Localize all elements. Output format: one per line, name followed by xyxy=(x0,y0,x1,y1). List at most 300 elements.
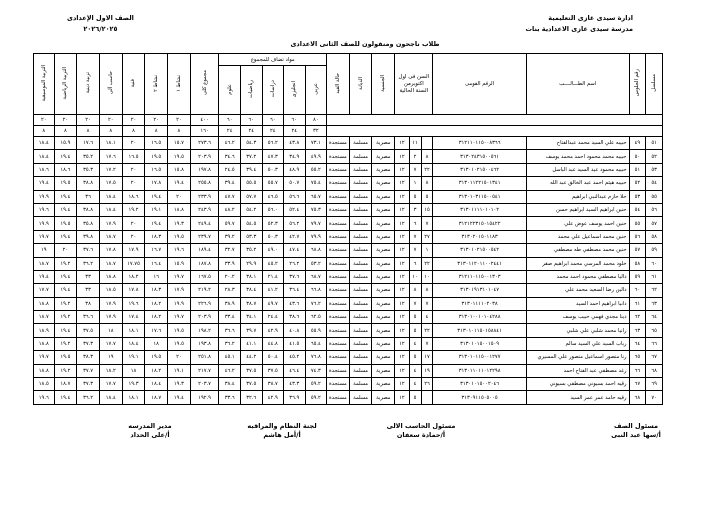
cell-religion: مسلمة xyxy=(349,270,372,283)
cell-status: مستجدة xyxy=(327,244,350,257)
cell-activity1: ١٩.٥ xyxy=(168,230,191,243)
min-cell: ٨ xyxy=(34,126,55,137)
class-officer-title: مسئول الصف xyxy=(613,422,659,430)
cell-total: ٢١٧.٧ xyxy=(190,364,219,377)
cell-religion: مسلمة xyxy=(349,324,372,337)
director-title: مدير المدرسه xyxy=(128,422,172,430)
cell-english: ٣٧.٦ xyxy=(284,270,306,283)
cell-computer: ١٧.٧ xyxy=(99,378,122,391)
cell-computer: ١٨.٥ xyxy=(99,284,122,297)
cell-seat: ٥٢ xyxy=(629,177,646,190)
cell-music: ١٨.٧ xyxy=(34,257,55,270)
cell-national-id: ٣١٢١١٠١١٥٠٠١٣٠٣ xyxy=(433,270,526,283)
cell-name: حلا حازم عبدالنبي ابراهيم xyxy=(526,190,629,203)
cell-activity1: ١٩.٩ xyxy=(168,297,191,310)
cell-science: ٤٧.٧ xyxy=(219,190,241,203)
cell-social: ٥٦.٢ xyxy=(262,137,284,150)
cell-age-d: ١٢ xyxy=(395,284,409,297)
cell-activity1: ١٩.٧ xyxy=(168,270,191,283)
cell-arabic: ٥٣.٢ xyxy=(305,257,327,270)
cell-english: ٤٨.٩ xyxy=(284,163,306,176)
table-row xyxy=(34,217,663,230)
cell-serial: ٥٣ xyxy=(646,163,663,176)
cell-age-y: ٨ xyxy=(421,150,433,163)
cell-status: مستجدة xyxy=(327,150,350,163)
cell-religion: مسلمة xyxy=(349,177,372,190)
cell-arabic: ٦٥.٤ xyxy=(305,337,327,350)
cell-music: ١٨.٨ xyxy=(34,297,55,310)
cell-seat: ٥٩ xyxy=(629,270,646,283)
cell-nationality: مصرية xyxy=(372,137,395,150)
table-row xyxy=(34,364,663,377)
cell-math: ٣٨.١ xyxy=(241,270,263,283)
cell-name: حبيبه محمد محمود احمد محمد يوسف xyxy=(526,150,629,163)
cell-seat: ٥٨ xyxy=(629,257,646,270)
cell-art: ١٦.٥ xyxy=(122,150,145,163)
cell-religion-ed: ٣٨.٨ xyxy=(77,177,100,190)
cell-sports: ١٩.٢ xyxy=(54,257,77,270)
col-music: التربية الموسيقية xyxy=(34,54,55,115)
cell-religion: مسلمة xyxy=(349,364,372,377)
cell-music: ١٩.٩ xyxy=(34,190,55,203)
cell-total: ١٦٧.٥ xyxy=(190,270,219,283)
cell-computer: ١٧.٩ xyxy=(99,217,122,230)
cell-national-id: ٣١٣٠١٠٣١١٥٠٠٥٤١ xyxy=(433,190,526,203)
cell-activity2: ١٨ xyxy=(145,337,168,350)
cell-social: ٤١.٢ xyxy=(262,284,284,297)
max-marks-rows xyxy=(34,115,663,137)
cell-status: مستجدة xyxy=(327,297,350,310)
min-cell: ٢٤ xyxy=(241,126,263,137)
min-cell: ٨ xyxy=(99,126,122,137)
cell-age-y: ٧ xyxy=(421,297,433,310)
cell-music: ١٩.٦ xyxy=(34,203,55,216)
cell-english: ٥٦.٦ xyxy=(284,190,306,203)
cell-serial: ٦١ xyxy=(646,270,663,283)
cell-total: ٢٧٣.٦ xyxy=(190,137,219,150)
cell-nationality: مصرية xyxy=(372,230,395,243)
cell-national-id: ٣١٣٠١١١١٠٢٠٣٨ xyxy=(433,297,526,310)
cell-religion-ed: ٣٩.٨ xyxy=(77,230,100,243)
cell-music: ١٩.٤ xyxy=(34,270,55,283)
table-row xyxy=(34,297,663,310)
cell-science: ٢٠.٢ xyxy=(219,270,241,283)
cell-arabic: ٧٦.٨ xyxy=(305,351,327,364)
cell-religion-ed: ٣٧.٧ xyxy=(77,364,100,377)
cell-math: ٤٤.٢ xyxy=(241,351,263,364)
max-cell: ٢٠ xyxy=(77,115,100,126)
cell-music: ١٩.٦ xyxy=(34,391,55,404)
col-name: اسم الطـــالــــب xyxy=(526,54,629,115)
cell-activity2: ١٦ xyxy=(145,270,168,283)
cell-art: ١٧.٨ xyxy=(122,284,145,297)
cell-computer: ١٩ xyxy=(99,351,122,364)
max-cell: ٦٠ xyxy=(241,115,263,126)
col-religion: الديانة xyxy=(349,54,372,115)
cell-status: مستجدة xyxy=(327,257,350,270)
col-computer: حاسب آلى xyxy=(99,54,122,115)
cell-total: ٢٤٩.٤ xyxy=(190,217,219,230)
cell-math: ٥٤.٢ xyxy=(241,203,263,216)
cell-math: ٥٤.٥ xyxy=(241,217,263,230)
footer-computer-officer xyxy=(366,422,476,440)
cell-activity2: ١٨.٢ xyxy=(145,364,168,377)
table-row xyxy=(34,270,663,283)
class-officer-name: أ/سها عبد النبى xyxy=(611,431,661,439)
cell-activity1: ١٩.٤ xyxy=(168,391,191,404)
cell-name: رانيا محمد شلبي علي شلبي xyxy=(526,324,629,337)
cell-serial: ٦٦ xyxy=(646,337,663,350)
cell-national-id: ٣١٣٠١٠٢١٥٠٠٤٦٢ xyxy=(433,163,526,176)
computer-officer-name: أ/حمادة سعفان xyxy=(396,431,446,439)
cell-science: ٤٨.٢ xyxy=(219,203,241,216)
cell-serial: ٥٤ xyxy=(646,177,663,190)
cell-age-m: ١ xyxy=(409,177,421,190)
cell-total: ٢١٩.٢ xyxy=(190,284,219,297)
col-english: انجليزى xyxy=(284,66,306,115)
cell-arabic: ٦٢.٥ xyxy=(305,311,327,324)
cell-national-id: ٣١٢١١٠١١٥٠٠٨٣٦٦ xyxy=(433,137,526,150)
cell-activity1: ١٩.٥ xyxy=(168,337,191,350)
cell-religion: مسلمة xyxy=(349,351,372,364)
cell-nationality: مصرية xyxy=(372,163,395,176)
cell-english: ٤٧.٤ xyxy=(284,244,306,257)
cell-sports: ١٥.٩ xyxy=(54,137,77,150)
table-row xyxy=(34,230,663,243)
cell-art: ١٧.٤ xyxy=(122,311,145,324)
cell-age-m: ٨ xyxy=(409,284,421,297)
cell-age-m: ٦ xyxy=(409,217,421,230)
cell-science: ٣٨.٩ xyxy=(219,297,241,310)
cell-math: ٣٩.٧ xyxy=(241,324,263,337)
cell-religion: مسلمة xyxy=(349,378,372,391)
cell-name: رنا منصور اسماعيل منصور علي المسيري xyxy=(526,351,629,364)
cell-science: ٤٥.١ xyxy=(219,351,241,364)
cell-age-d: ١٢ xyxy=(395,257,409,270)
cell-status: مستجدة xyxy=(327,364,350,377)
cell-age-m: ٣ xyxy=(409,203,421,216)
cell-computer: ١٨.٤ xyxy=(99,203,122,216)
cell-total: ٢٥١.٨ xyxy=(190,351,219,364)
table-row xyxy=(34,391,663,404)
cell-national-id: ٣١٣٠١٠٠١٠١٠٤٢٨٨ xyxy=(433,311,526,324)
cell-age-d: ١٢ xyxy=(395,150,409,163)
cell-name: حنين محمد مصطفي طه مصطفي xyxy=(526,244,629,257)
max-cell: ٢٠ xyxy=(34,115,55,126)
cell-math: ٥٧.٧ xyxy=(241,190,263,203)
cell-age-d: ١٢ xyxy=(395,244,409,257)
cell-serial: ٥٧ xyxy=(646,217,663,230)
cell-national-id: ٣١٣٠١٠١١٥٠١٥٨٨٤١ xyxy=(433,324,526,337)
cell-national-id: ٣١٣٠١١١١٠١٠١٠٢ xyxy=(433,203,526,216)
cell-age-d: ١٢ xyxy=(395,311,409,324)
cell-arabic: ٧٥.٣ xyxy=(305,203,327,216)
cell-activity2: ١٨.٧ xyxy=(145,391,168,404)
table-row xyxy=(34,324,663,337)
cell-english: ٥٦.٢ xyxy=(284,217,306,230)
cell-math: ٤١.١ xyxy=(241,337,263,350)
cell-total: ١٨٩.٤ xyxy=(190,244,219,257)
cell-total: ٢٢٦.٩ xyxy=(190,297,219,310)
cell-english: ٣٤.٩ xyxy=(284,150,306,163)
cell-english: ٥٠.٧ xyxy=(284,177,306,190)
cell-social: ٥٦.٠ xyxy=(262,203,284,216)
cell-music: ١٩.٩ xyxy=(34,217,55,230)
cell-status: مستجدة xyxy=(327,351,350,364)
cell-computer: ١٧.٩ xyxy=(99,297,122,310)
school-year: ٢٠٢٦/٢٠٢٥ xyxy=(83,25,118,33)
cell-age-y: ١٥ xyxy=(421,203,433,216)
cell-age-m: ٧ xyxy=(409,244,421,257)
cell-art: ١٩.٣ xyxy=(122,378,145,391)
cell-seat: ٦٣ xyxy=(629,324,646,337)
cell-english: ٤٥.٢ xyxy=(284,351,306,364)
cell-social: ٤٢.٩ xyxy=(262,324,284,337)
cell-religion-ed: ٣٧.٥ xyxy=(77,324,100,337)
cell-music: ١٧.٧ xyxy=(34,284,55,297)
col-social: دراسات xyxy=(262,66,284,115)
sheet-subtitle: طلاب ناجحون ومنقولون للصف الثانى الاعدادى xyxy=(290,40,440,48)
cell-art: ١٩.٦ xyxy=(122,297,145,310)
cell-national-id: ٣١٣٠١٠٢١٥٠٠٥٤٢ xyxy=(433,244,526,257)
cell-arabic: ٧٥.٤ xyxy=(305,177,327,190)
cell-national-id: ٣١٣٠١٩١٣١٠١٠٤٧ xyxy=(433,284,526,297)
cell-art: ٢٠ xyxy=(122,163,145,176)
col-science: علوم xyxy=(219,66,241,115)
cell-science: ٣٣.٦ xyxy=(219,391,241,404)
cell-arabic: ٦٨.٧ xyxy=(305,270,327,283)
cell-total: ٢٣٩.٧ xyxy=(190,230,219,243)
cell-math: ٣٥.٢ xyxy=(241,244,263,257)
cell-art: ١٩.٢ xyxy=(122,203,145,216)
cell-english: ٤٣.٦ xyxy=(284,297,306,310)
cell-arabic: ٥٥.٢ xyxy=(305,163,327,176)
cell-name: دينا مجدي فهمي حبيب يوسف xyxy=(526,311,629,324)
cell-total: ١٨٧.٨ xyxy=(190,257,219,270)
cell-activity2: ١٨.٤ xyxy=(145,378,168,391)
cell-nationality: مصرية xyxy=(372,177,395,190)
cell-total: ٢٥٥.٨ xyxy=(190,177,219,190)
cell-age-d: ١٢ xyxy=(395,364,409,377)
table-row xyxy=(34,378,663,391)
cell-science: ٣٤.٦ xyxy=(219,150,241,163)
cell-national-id: ٣١٣٠١٠١٥٠٠١٥٠٩ xyxy=(433,337,526,350)
cell-music: ١٨.٩ xyxy=(34,324,55,337)
cell-social: ٤٥.٢ xyxy=(262,257,284,270)
cell-serial: ٦٣ xyxy=(646,297,663,310)
cell-national-id: ٣١٣٠١١٢٢١٥٠١٣٤١ xyxy=(433,177,526,190)
table-row xyxy=(34,203,663,216)
cell-status: مستجدة xyxy=(327,270,350,283)
cell-age-d: ١٢ xyxy=(395,203,409,216)
cell-serial: ٦٠ xyxy=(646,257,663,270)
cell-math: ٣٤.١ xyxy=(241,311,263,324)
cell-age-y: ٨ xyxy=(421,284,433,297)
cell-age-m: ٧ xyxy=(409,163,421,176)
cell-name: حبيبه علي السيد محمد عبدالفتاح xyxy=(526,137,629,150)
cell-music: ١٩ xyxy=(34,244,55,257)
cell-status: مستجدة xyxy=(327,378,350,391)
cell-activity1: ١٩.٧ xyxy=(168,311,191,324)
cell-name: رغد مصطفي عبد الفتاح احمد xyxy=(526,364,629,377)
cell-religion-ed: ٣٨.٨ xyxy=(77,203,100,216)
computer-officer-title: مسئول الحاسب الالى xyxy=(386,422,456,430)
col-age: السن فى اول اكتوبرمن السنة الحالية xyxy=(395,54,433,115)
cell-art: ١٨ xyxy=(122,364,145,377)
cell-sports: ١٨.٧ xyxy=(54,378,77,391)
cell-name: حبيبه هيثم احمد عبد الخالق عبد الله xyxy=(526,177,629,190)
cell-activity1: ١٥.٨ xyxy=(168,163,191,176)
cell-sports: ١٩.٤ xyxy=(54,324,77,337)
cell-social: ٣٨.٧ xyxy=(262,378,284,391)
cell-serial: ٦٧ xyxy=(646,351,663,364)
cell-social: ٣٧.٥ xyxy=(262,364,284,377)
cell-seat: ٦٦ xyxy=(629,364,646,377)
min-cell: ٨ xyxy=(122,126,145,137)
max-cell: ٢٠ xyxy=(122,115,145,126)
cell-arabic: ٧٩.٩ xyxy=(305,230,327,243)
cell-national-id: ٣١٣٠٢٠١٥٠١١٨٣ xyxy=(433,230,526,243)
cell-serial: ٥٢ xyxy=(646,150,663,163)
cell-religion-ed: ٣٧.٣ xyxy=(77,337,100,350)
cell-age-d: ١٢ xyxy=(395,337,409,350)
cell-age-m: ٦ xyxy=(409,257,421,270)
cell-science: ٤٦.٢ xyxy=(219,364,241,377)
cell-age-y: ١٩ xyxy=(421,364,433,377)
cell-activity2: ١٩.٤ xyxy=(145,190,168,203)
cell-science: ٣٣.٩ xyxy=(219,257,241,270)
table-row xyxy=(34,150,663,163)
cell-seat: ٦٥ xyxy=(629,351,646,364)
cell-national-id: ٣١٣٠١١٢٠١١٠٠٢٤٤١ xyxy=(433,257,526,270)
cell-sports: ١٩.٤ xyxy=(54,284,77,297)
cell-age-y: ١ xyxy=(421,244,433,257)
cell-math: ٣٨.٤ xyxy=(241,284,263,297)
cell-name: حنين احمد يوسف عوض علي xyxy=(526,217,629,230)
cell-english: ٤٣.٨ xyxy=(284,137,306,150)
cell-english: ٤٠.٨ xyxy=(284,324,306,337)
cell-activity2: ١٦.٥ xyxy=(145,163,168,176)
cell-serial: ٥٨ xyxy=(646,230,663,243)
min-cell: ٣٢ xyxy=(305,126,327,137)
results-table xyxy=(33,53,663,405)
col-activity2: نشاط ٢ xyxy=(145,54,168,115)
cell-music: ١٨.٦ xyxy=(34,163,55,176)
col-national-id: الرقم القومى xyxy=(433,54,526,115)
cell-age-y: ٤ xyxy=(421,311,433,324)
cell-arabic: ٧٩.٧ xyxy=(305,217,327,230)
cell-age-m: ٥ xyxy=(409,351,421,364)
cell-sports: ١٩.٢ xyxy=(54,297,77,310)
table-row xyxy=(34,284,663,297)
cell-science: ٣٦.٢ xyxy=(219,337,241,350)
cell-arabic: ٦٦.٨ xyxy=(305,284,327,297)
cell-age-d: ١٢ xyxy=(395,324,409,337)
table-row xyxy=(34,177,663,190)
cell-status: مستجدة xyxy=(327,324,350,337)
cell-nationality: مصرية xyxy=(372,297,395,310)
cell-computer: ١٨.٧ xyxy=(99,230,122,243)
cell-art: ١٩.١ xyxy=(122,351,145,364)
cell-activity1: ١٥.٧ xyxy=(168,137,191,150)
cell-activity2: ١٦.٤ xyxy=(145,257,168,270)
table-row xyxy=(34,257,663,270)
max-cell: ٤٠٠ xyxy=(190,115,219,126)
cell-age-m: ١١ xyxy=(409,137,421,150)
cell-religion-ed: ٣٥.٨ xyxy=(77,217,100,230)
cell-religion-ed: ٣٥.٢ xyxy=(77,150,100,163)
cell-activity1: ١٩.٥ xyxy=(168,324,191,337)
cell-art: ١٨.١ xyxy=(122,391,145,404)
cell-activity2: ١٩.٥ xyxy=(145,351,168,364)
cell-age-y xyxy=(421,137,433,150)
cell-activity1: ١٨.٨ xyxy=(168,203,191,216)
cell-activity1: ١٩.٦ xyxy=(168,244,191,257)
cell-science: ٢٤.٥ xyxy=(219,163,241,176)
cell-status: مستجدة xyxy=(327,337,350,350)
cell-art: ١٨.٦ xyxy=(122,190,145,203)
cell-serial: ٥١ xyxy=(646,137,663,150)
cell-activity2: ١٨.٢ xyxy=(145,297,168,310)
cell-religion-ed: ٣٦.٢ xyxy=(77,391,100,404)
cell-nationality: مصرية xyxy=(372,244,395,257)
cell-status: مستجدة xyxy=(327,217,350,230)
cell-nationality: مصرية xyxy=(372,217,395,230)
cell-age-y: ٨ xyxy=(421,177,433,190)
min-cell: ٨ xyxy=(168,126,191,137)
col-group-title: مواد تضاف للمجموع xyxy=(219,54,327,66)
cell-age-m: ٥ xyxy=(409,190,421,203)
cell-serial: ٦٥ xyxy=(646,324,663,337)
max-cell: ٦٠ xyxy=(262,115,284,126)
cell-science: ٣٣.٤ xyxy=(219,311,241,324)
cell-age-d: ١٢ xyxy=(395,190,409,203)
cell-arabic: ٥٩.٢ xyxy=(305,391,327,404)
table-row xyxy=(34,311,663,324)
cell-age-m: ٥ xyxy=(409,324,421,337)
cell-name: دانيا ابراهيم احمد السيد xyxy=(526,297,629,310)
cell-nationality: مصرية xyxy=(372,364,395,377)
cell-status: مستجدة xyxy=(327,137,350,150)
col-total: مجموع كلى xyxy=(190,54,219,115)
cell-social: ٥٠.٤ xyxy=(262,351,284,364)
cell-age-y: ٢٢ xyxy=(421,163,433,176)
cell-music: ١٨.٤ xyxy=(34,137,55,150)
cell-nationality: مصرية xyxy=(372,351,395,364)
table-row xyxy=(34,137,663,150)
cell-english: ٤١.٥ xyxy=(284,337,306,350)
cell-religion: مسلمة xyxy=(349,203,372,216)
table-row xyxy=(34,244,663,257)
cell-total: ١٩٢.٩ xyxy=(190,391,219,404)
cell-seat: ٦٤ xyxy=(629,337,646,350)
cell-religion-ed: ٣٣ xyxy=(77,270,100,283)
cell-national-id: ٣١٣٠١٠١١٥٠٠١٢٧٧ xyxy=(433,351,526,364)
cell-national-id: ٣١٣٠١٠١٥٠٠٢٠٤٦ xyxy=(433,378,526,391)
cell-serial: ٥٥ xyxy=(646,190,663,203)
cell-age-m: ١٠ xyxy=(409,270,421,283)
cell-age-y: ٢٢ xyxy=(421,324,433,337)
cell-religion: مسلمة xyxy=(349,230,372,243)
cell-computer: ١٧.٩ xyxy=(99,311,122,324)
cell-activity2: ١٩.٤ xyxy=(145,217,168,230)
table-row xyxy=(34,337,663,350)
min-marks-row xyxy=(34,126,663,137)
cell-religion-ed: ١٧.٦ xyxy=(77,137,100,150)
cell-seat: ٥٧ xyxy=(629,244,646,257)
cell-sports: ١٨.٦ xyxy=(54,163,77,176)
max-cell: ٢٠ xyxy=(99,115,122,126)
